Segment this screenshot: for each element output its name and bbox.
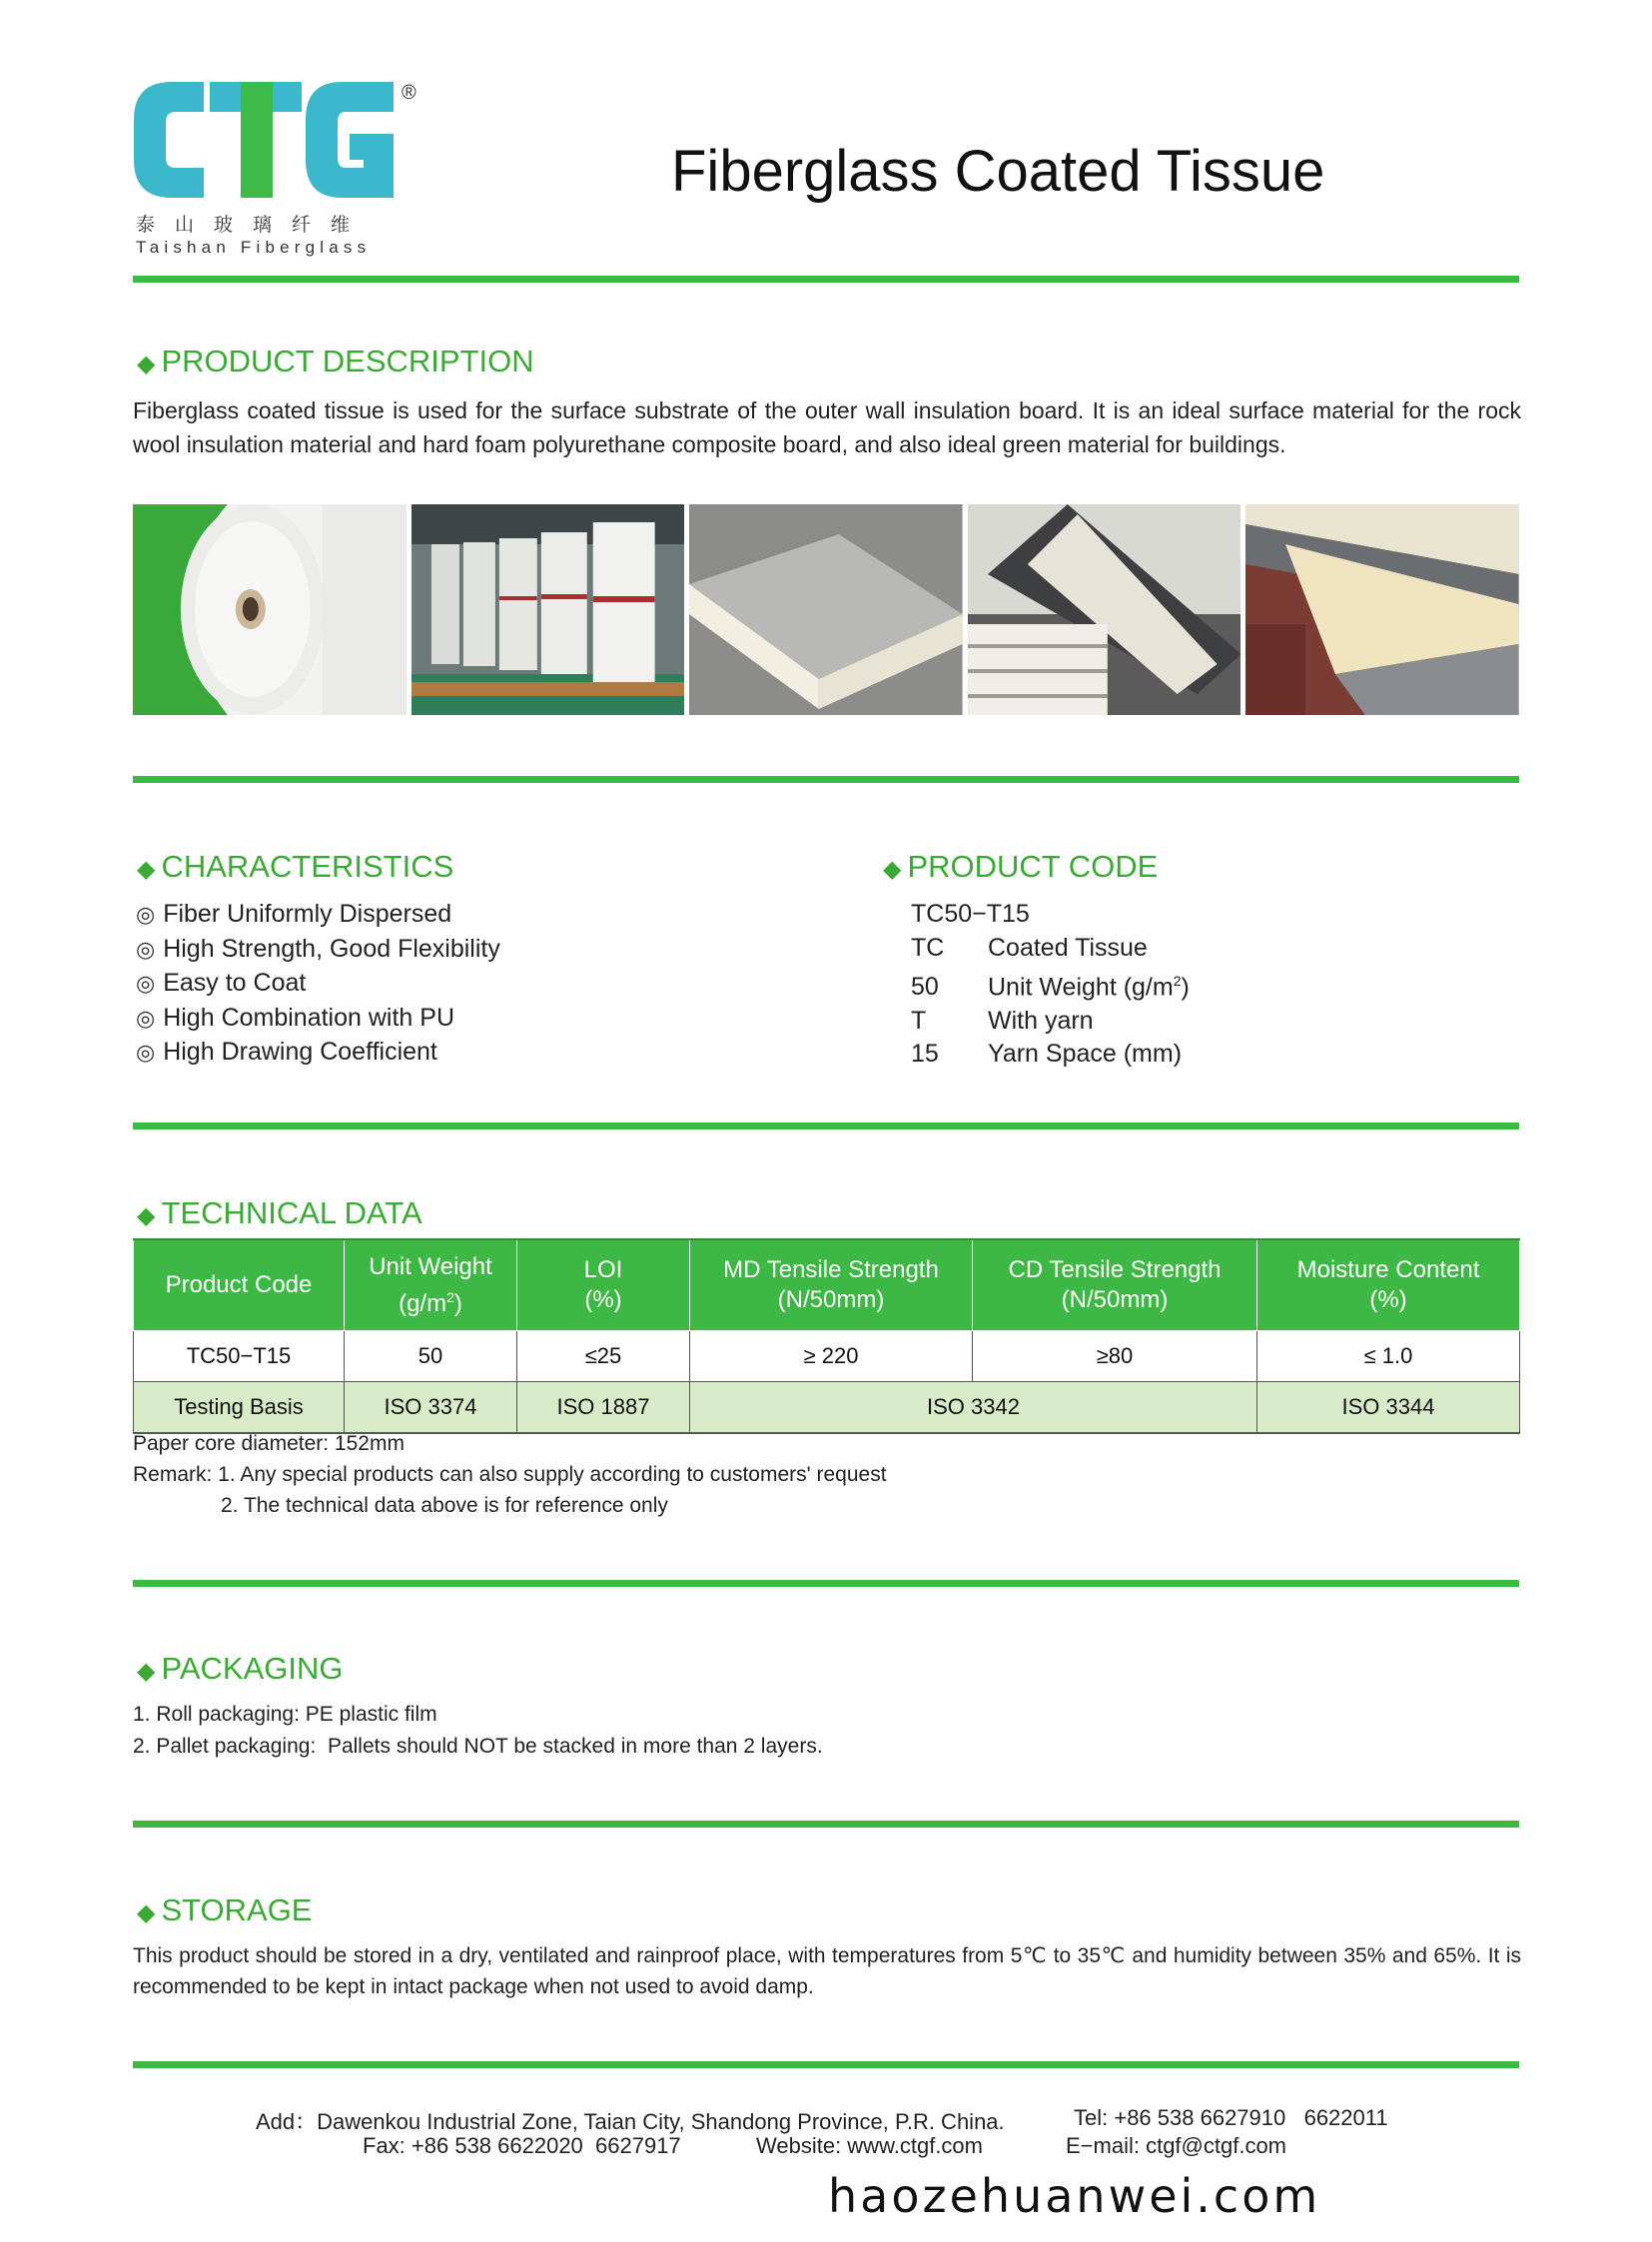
logo-english-name: Taishan Fiberglass: [136, 238, 372, 257]
stacked-boards-photo: [968, 504, 1241, 715]
divider: [133, 776, 1519, 783]
circle-bullet-icon: ◎: [136, 972, 156, 997]
column-header: Unit Weight $(g/m^2)$: [345, 1239, 517, 1331]
warehouse-rolls-photo: [412, 504, 685, 715]
divider: [133, 276, 1519, 283]
circle-bullet-icon: ◎: [136, 1041, 156, 1066]
section-heading-technical-data: ◆ TECHNICAL DATA: [137, 1195, 422, 1230]
document-title: Fiberglass Coated Tissue: [671, 139, 1325, 204]
section-heading-characteristics: ◆ CHARACTERISTICS: [137, 849, 454, 884]
footer-tel: Tel: +86 538 6627910 6622011: [1074, 2105, 1388, 2130]
company-logo: [132, 80, 431, 260]
characteristics-list: [136, 898, 500, 1071]
description-text: Fiberglass coated tissue is used for the surface substrate of the outer wall insulation board. It is an ideal surface material for the rock wool insulation material and hard foam polyurethane composite board, and also ideal green material for buildings.: [133, 397, 1521, 457]
technical-data-table: [133, 1238, 1520, 1434]
registered-mark: ®: [402, 82, 416, 104]
diamond-bullet-icon: ◆: [883, 855, 902, 883]
code-row: 15 Yarn Space (mm): [911, 1040, 1183, 1069]
list-item: ◎ Fiber Uniformly Dispersed: [136, 900, 452, 928]
table-cell: ISO 1887: [517, 1382, 690, 1434]
logo-chinese-name: 泰山玻璃纤维: [136, 214, 371, 236]
column-header: LOI (%): [517, 1239, 690, 1331]
list-item: ◎ High Strength, Good Flexibility: [136, 934, 500, 963]
diamond-bullet-icon: ◆: [137, 350, 156, 377]
remark-1: Remark: 1. Any special products can also supply according to customers' request: [133, 1463, 887, 1486]
ctg-logo-mark: [132, 80, 397, 200]
storage-text: This product should be stored in a dry, ventilated and rainproof place, with temperatures from 5℃ to 35℃ and humidity between 35% and 65%. It is recommended to be kept in intact package when not used to avoid damp.: [133, 1944, 1521, 1998]
column-header: Moisture Content (%): [1257, 1239, 1520, 1331]
divider: [133, 1122, 1519, 1129]
table-cell: ≤25: [517, 1331, 690, 1382]
diamond-bullet-icon: ◆: [137, 1201, 156, 1229]
table-cell: ISO 3342: [690, 1382, 1257, 1434]
list-item: ◎ High Drawing Coefficient: [136, 1038, 437, 1066]
table-cell: ISO 3374: [345, 1382, 517, 1434]
code-row: 50 Unit Weight $(g/m^2)$: [911, 973, 1190, 1002]
section-heading-description: ◆ PRODUCT DESCRIPTION: [137, 344, 534, 378]
packaging-item-1: 1. Roll packaging: PE plastic film: [133, 1703, 437, 1726]
table-row-testing-basis: [134, 1382, 1520, 1434]
circle-bullet-icon: ◎: [136, 903, 156, 928]
table-cell: ≥ 220: [690, 1331, 973, 1382]
table-cell: ≥80: [973, 1331, 1257, 1382]
divider: [133, 2061, 1519, 2068]
circle-bullet-icon: ◎: [136, 937, 156, 963]
packaging-item-2: 2. Pallet packaging: Pallets should NOT be stacked in more than 2 layers.: [133, 1735, 823, 1758]
list-item: ◎ High Combination with PU: [136, 1003, 454, 1032]
code-row: T With yarn: [911, 1006, 1094, 1035]
table-cell: Testing Basis: [134, 1382, 345, 1434]
footer-email[interactable]: E−mail: ctgf@ctgf.com: [1066, 2133, 1287, 2158]
table-row: [134, 1331, 1520, 1382]
product-code-value: TC50−T15: [911, 900, 1030, 928]
footer-website[interactable]: Website: www.ctgf.com: [756, 2133, 983, 2158]
insulation-board-photo: [689, 504, 963, 715]
core-diameter-note: Paper core diameter: 152mm: [133, 1432, 405, 1455]
footer-address: Add：Dawenkou Industrial Zone, Taian City, Shandong Province, P.R. China.: [256, 2109, 1005, 2134]
column-header: Product Code: [134, 1239, 345, 1331]
diamond-bullet-icon: ◆: [137, 1898, 156, 1926]
table-cell: 50: [345, 1331, 517, 1382]
code-row: TC Coated Tissue: [911, 933, 1148, 962]
table-header-row: [134, 1239, 1520, 1331]
tissue-roll-photo: [133, 504, 407, 715]
section-heading-packaging: ◆ PACKAGING: [137, 1651, 344, 1686]
table-cell: ISO 3344: [1257, 1382, 1520, 1434]
watermark-text: haozehuanwei.com: [828, 2169, 1321, 2223]
diamond-bullet-icon: ◆: [137, 1657, 156, 1685]
list-item: ◎ Easy to Coat: [136, 969, 307, 997]
table-cell: ≤ 1.0: [1257, 1331, 1520, 1382]
divider: [133, 1821, 1519, 1828]
section-heading-product-code: ◆ PRODUCT CODE: [883, 849, 1159, 884]
product-photo-strip: [133, 504, 1519, 715]
column-header: CD Tensile Strength (N/50mm): [973, 1239, 1257, 1331]
composite-panels-photo: [1245, 504, 1519, 715]
product-code-breakdown: [911, 898, 1190, 1072]
column-header: MD Tensile Strength (N/50mm): [690, 1239, 973, 1331]
divider: [133, 1580, 1519, 1587]
circle-bullet-icon: ◎: [136, 1006, 156, 1032]
section-heading-storage: ◆ STORAGE: [137, 1892, 313, 1927]
diamond-bullet-icon: ◆: [137, 855, 156, 883]
footer-fax: Fax: +86 538 6622020 6627917: [363, 2133, 681, 2158]
remark-2: 2. The technical data above is for reference only: [221, 1494, 668, 1517]
table-cell: TC50−T15: [134, 1331, 345, 1382]
